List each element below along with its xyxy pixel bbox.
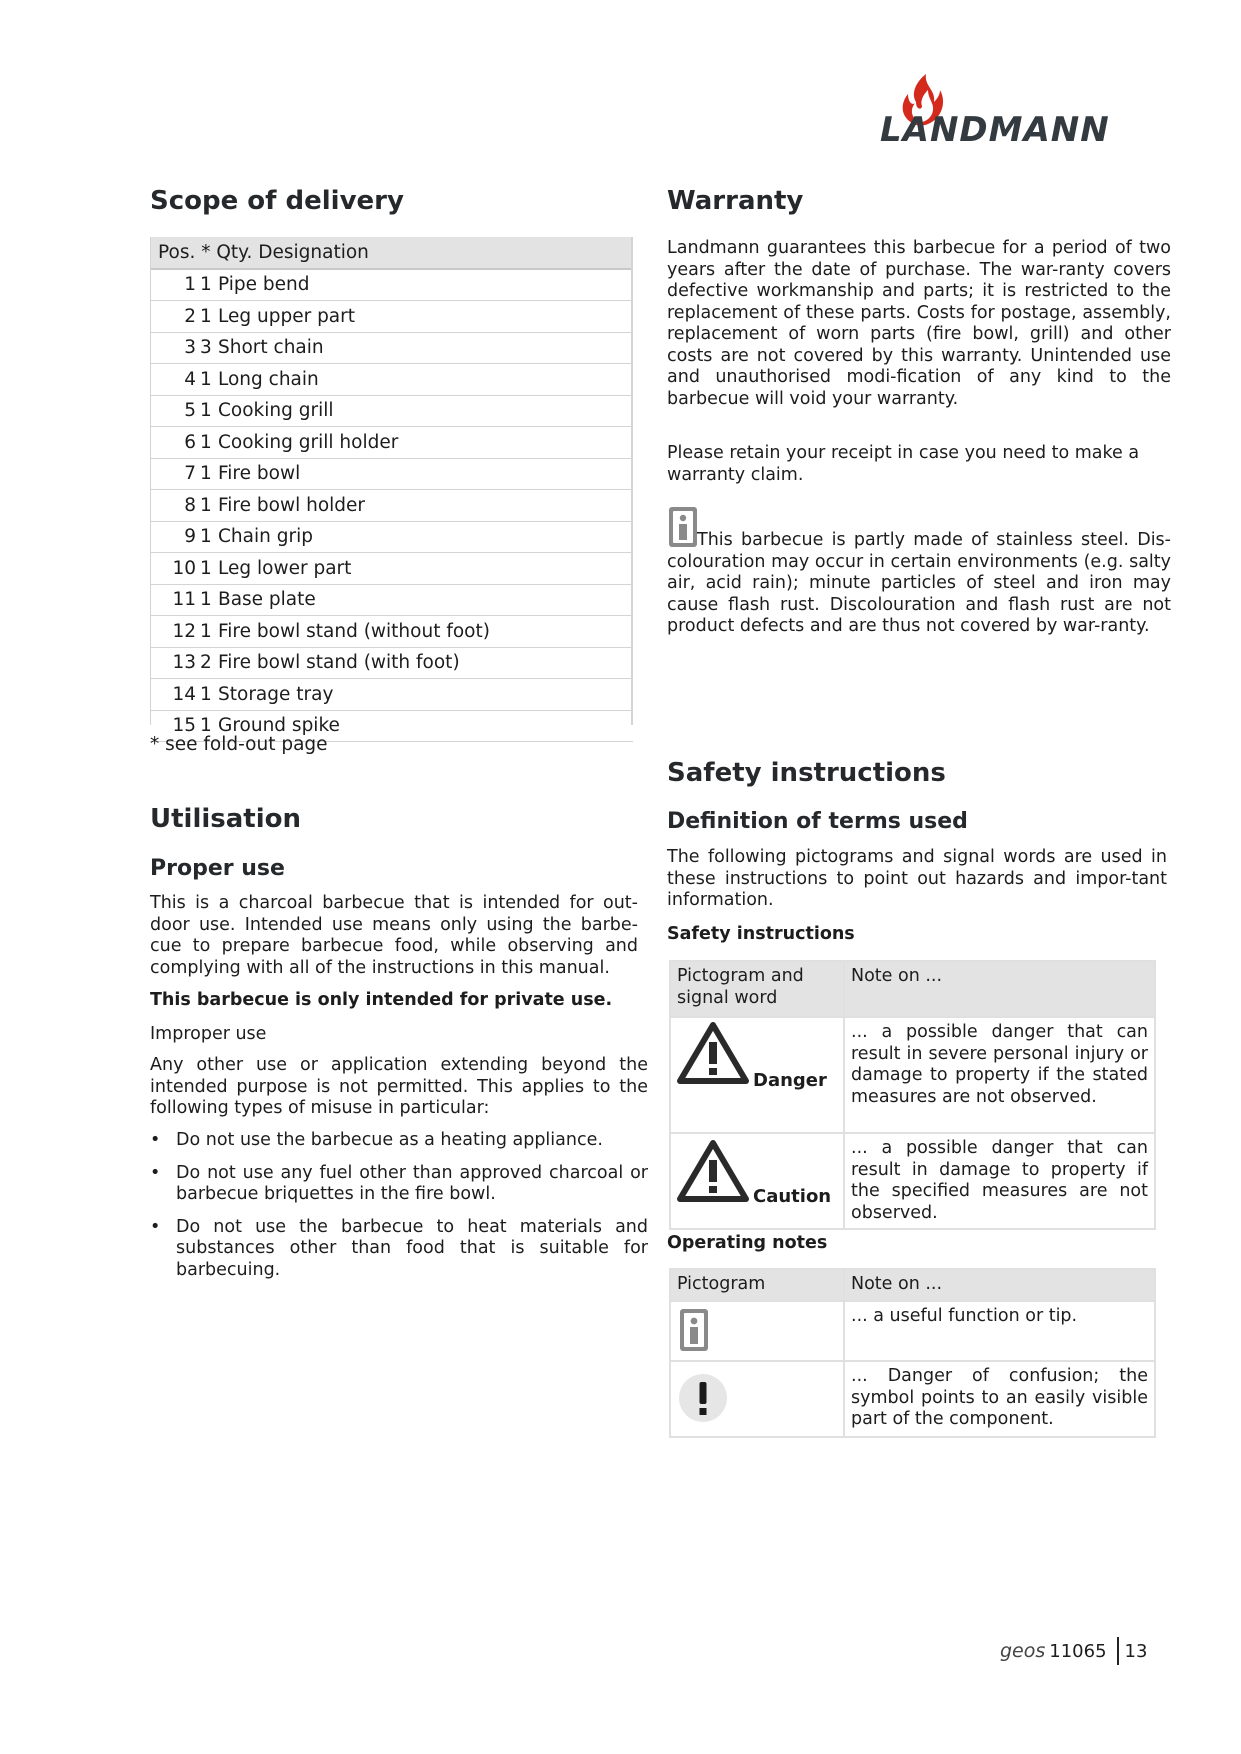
scope-qty: 1: [200, 427, 214, 459]
tip-note: ... a useful function or tip.: [844, 1301, 1155, 1361]
table-row: [150, 490, 633, 522]
scope-designation: Long chain: [214, 364, 633, 396]
scope-designation: Ground spike: [214, 710, 633, 742]
scope-designation: Pipe bend: [214, 269, 633, 301]
scope-designation: Fire bowl holder: [214, 490, 633, 522]
list-item: • Do not use the barbecue as a heating appliance.: [150, 1130, 648, 1152]
scope-designation: Cooking grill: [214, 395, 633, 427]
safety-row-danger: [670, 1017, 1155, 1133]
scope-qty: 1: [200, 521, 214, 553]
improper-use-title: Improper use: [150, 1024, 267, 1044]
operating-col-pictogram: Pictogram: [670, 1269, 844, 1301]
scope-pos: 4: [150, 364, 200, 396]
safety-table: [669, 960, 1156, 1230]
scope-pos: 6: [150, 427, 200, 459]
table-row: [150, 679, 633, 711]
scope-pos: 5: [150, 395, 200, 427]
table-row: [150, 521, 633, 553]
scope-footnote: * see fold-out page: [150, 734, 328, 755]
danger-signal-word: Danger: [753, 1070, 827, 1091]
operating-row-tip: [670, 1301, 1155, 1361]
caution-note: ... a possible danger that can result in damage to property if the specified measures are not observed.: [844, 1133, 1155, 1229]
operating-table-header: [670, 1269, 1155, 1301]
proper-use-text: This is a charcoal barbecue that is intended for out-door use. Intended use means only using the barbe-cue to prepare barbecue food, while observing and complying with all of the instructions in this manual.: [150, 893, 638, 978]
scope-qty: 1: [200, 301, 214, 333]
safety-col-note: Note on ...: [844, 961, 1155, 1017]
danger-warning-icon: [677, 1022, 749, 1084]
definition-title: Definition of terms used: [667, 809, 968, 834]
stainless-steel-note-text: This barbecue is partly made of stainless steel. Dis-colouration may occur in certain environments (e.g. salty air, acid rain); minute particles of steel and iron may cause flash rust. Discolouration and flash rust are not product defects and are thus not covered by war-ranty.: [667, 530, 1171, 636]
scope-qty: 1: [200, 364, 214, 396]
utilisation-title: Utilisation: [150, 804, 302, 834]
brand-logo: [880, 72, 1152, 152]
list-item: • Do not use any fuel other than approved charcoal or barbecue briquettes in the fire bowl.: [150, 1163, 648, 1206]
caution-warning-icon: [677, 1140, 749, 1202]
scope-qty: 1: [200, 490, 214, 522]
scope-qty: 1: [200, 458, 214, 490]
scope-qty: 2: [200, 647, 214, 679]
scope-qty: 1: [200, 679, 214, 711]
scope-designation: Chain grip: [214, 521, 633, 553]
operating-row-confusion: [670, 1361, 1155, 1437]
table-row: [150, 427, 633, 459]
footer-number: 11065: [1049, 1640, 1107, 1662]
table-row: [150, 395, 633, 427]
safety-table-header: [670, 961, 1155, 1017]
scope-pos: 15: [150, 710, 200, 742]
warranty-paragraph-1: Landmann guarantees this barbecue for a period of two years after the date of purchase. The war-ranty covers defective workmanship and parts; it is restricted to the replacement of these parts. Costs for postage, assembly, replacement of worn parts (fire bowl, grill) and other costs are not covered by this warranty. Unintended use and unauthorised modi-fication of any kind to the barbecue will void your warranty.: [667, 238, 1171, 409]
table-row: [150, 584, 633, 616]
proper-use-title: Proper use: [150, 856, 285, 881]
scope-designation: Short chain: [214, 332, 633, 364]
safety-title: Safety instructions: [667, 758, 946, 788]
scope-pos: 7: [150, 458, 200, 490]
footer-divider: [1117, 1637, 1119, 1665]
table-row: [150, 647, 633, 679]
scope-qty: 1: [200, 395, 214, 427]
safety-instructions-subtitle: Safety instructions: [667, 924, 855, 944]
list-item: • Do not use the barbecue to heat materials and substances other than food that is suitable for barbecuing.: [150, 1217, 648, 1282]
scope-qty: 1: [200, 553, 214, 585]
scope-designation: Base plate: [214, 584, 633, 616]
brand-name: LANDMANN: [880, 110, 1110, 150]
scope-table: [150, 237, 633, 742]
scope-qty: 1: [200, 710, 214, 742]
operating-table: [669, 1268, 1156, 1438]
scope-designation: Fire bowl: [214, 458, 633, 490]
scope-pos: 3: [150, 332, 200, 364]
info-icon: [679, 1308, 709, 1352]
table-row: [150, 301, 633, 333]
scope-header-label: Pos. * Qty. Designation: [150, 237, 633, 269]
scope-qty: 1: [200, 616, 214, 648]
operating-col-note: Note on ...: [844, 1269, 1155, 1301]
warranty-title: Warranty: [667, 186, 804, 216]
scope-table-header: [150, 237, 633, 269]
scope-pos: 12: [150, 616, 200, 648]
definition-text: The following pictograms and signal words are used in these instructions to point out hazards and impor-tant information.: [667, 847, 1167, 910]
scope-title: Scope of delivery: [150, 186, 404, 216]
scope-pos: 13: [150, 647, 200, 679]
warranty-paragraph-2: Please retain your receipt in case you need to make a warranty claim.: [667, 443, 1140, 485]
page-number: 13: [1124, 1640, 1148, 1662]
scope-pos: 9: [150, 521, 200, 553]
scope-designation: Leg lower part: [214, 553, 633, 585]
scope-pos: 10: [150, 553, 200, 585]
page-footer: [1000, 1636, 1147, 1666]
scope-designation: Leg upper part: [214, 301, 633, 333]
stainless-steel-note: [667, 530, 1171, 638]
safety-col-pictogram: Pictogram and signal word: [670, 961, 844, 1017]
table-row: [150, 364, 633, 396]
scope-pos: 8: [150, 490, 200, 522]
scope-pos: 14: [150, 679, 200, 711]
scope-designation: Storage tray: [214, 679, 633, 711]
confusion-note: ... Danger of confusion; the symbol points to an easily visible part of the component.: [844, 1361, 1155, 1437]
improper-use-text: Any other use or application extending beyond the intended purpose is not permitted. This applies to the following types of misuse in particular:: [150, 1055, 648, 1118]
scope-qty: 1: [200, 584, 214, 616]
table-row: [150, 458, 633, 490]
table-row: [150, 553, 633, 585]
scope-designation: Fire bowl stand (with foot): [214, 647, 633, 679]
scope-pos: 2: [150, 301, 200, 333]
scope-designation: Cooking grill holder: [214, 427, 633, 459]
table-row: [150, 269, 633, 301]
scope-qty: 3: [200, 332, 214, 364]
caution-signal-word: Caution: [753, 1186, 832, 1207]
operating-notes-subtitle: Operating notes: [667, 1233, 828, 1253]
safety-row-caution: [670, 1133, 1155, 1229]
misuse-list: [150, 1130, 648, 1292]
footer-model: geos: [1000, 1640, 1046, 1662]
danger-note: ... a possible danger that can result in severe personal injury or damage to property if the stated measures are not observed.: [844, 1017, 1155, 1133]
scope-pos: 11: [150, 584, 200, 616]
scope-qty: 1: [200, 269, 214, 301]
exclamation-icon: [677, 1372, 729, 1424]
private-use-note: This barbecue is only intended for private use.: [150, 990, 613, 1010]
table-row: [150, 332, 633, 364]
scope-pos: 1: [150, 269, 200, 301]
scope-designation: Fire bowl stand (without foot): [214, 616, 633, 648]
table-row: [150, 616, 633, 648]
